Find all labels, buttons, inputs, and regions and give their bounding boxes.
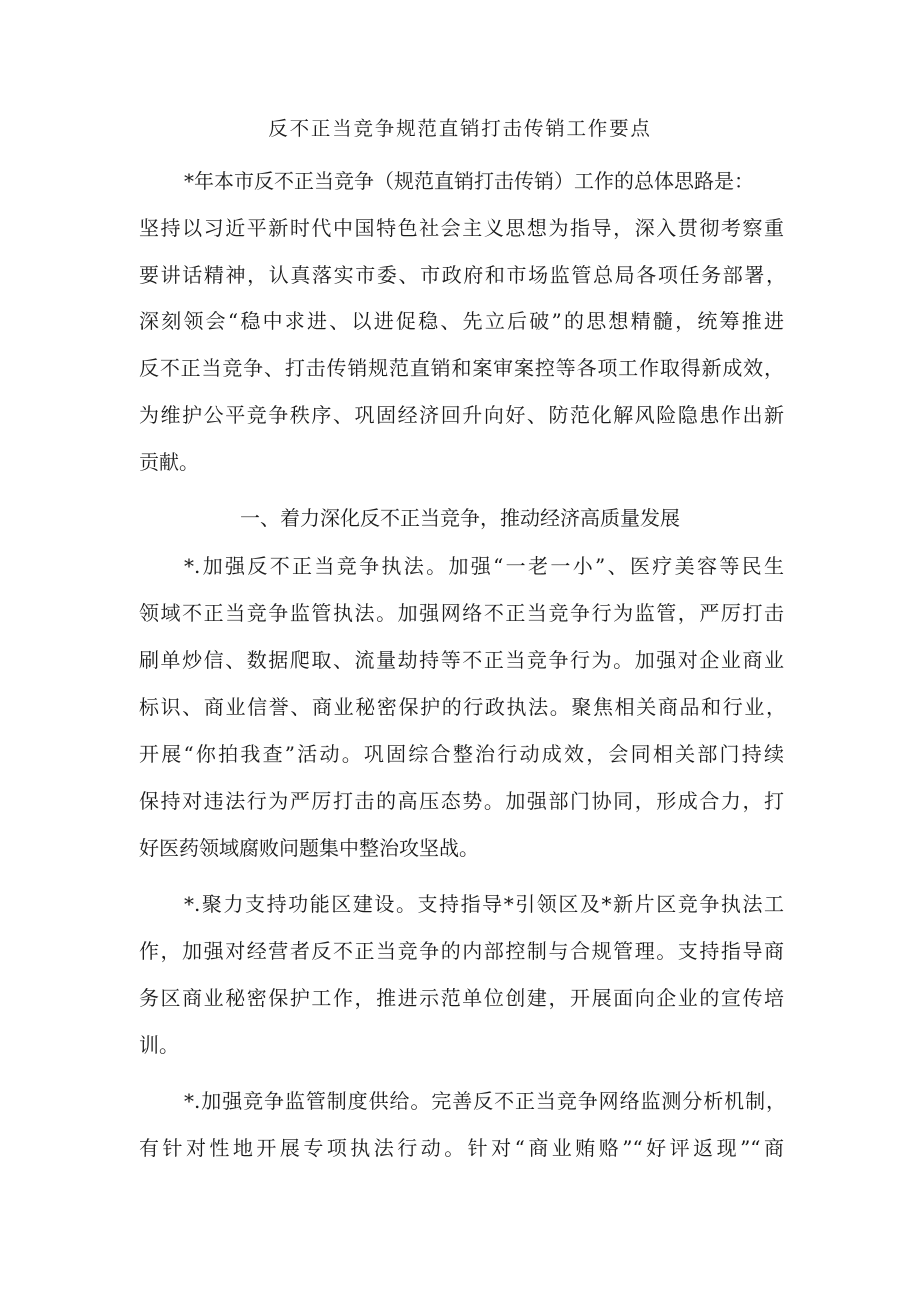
paragraph-line: *.加强反不正当竞争执法。加强“一老一小”、医疗美容等民生 xyxy=(184,554,784,578)
intro-line: 坚持以习近平新时代中国特色社会主义思想为指导，深入贯彻考察重 xyxy=(139,216,784,240)
intro-line: 深刻领会“稳中求进、以进促稳、先立后破”的思想精髓，统筹推进 xyxy=(139,309,784,333)
paragraph-line: *.聚力支持功能区建设。支持指导*引领区及*新片区竞争执法工 xyxy=(184,892,784,916)
document-title: 反不正当竞争规范直销打击传销工作要点 xyxy=(268,117,652,140)
paragraph-line: 开展“你拍我查”活动。巩固综合整治行动成效，会同相关部门持续 xyxy=(139,742,784,766)
paragraph-line: 训。 xyxy=(139,1033,179,1057)
paragraph-line: 刷单炒信、数据爬取、流量劫持等不正当竞争行为。加强对企业商业 xyxy=(139,648,784,672)
intro-line: *年本市反不正当竞争（规范直销打击传销）工作的总体思路是： xyxy=(184,169,754,193)
paragraph-line: 保持对违法行为严厉打击的高压态势。加强部门协同，形成合力，打 xyxy=(139,789,784,813)
paragraph-line: 标识、商业信誉、商业秘密保护的行政执法。聚焦相关商品和行业， xyxy=(139,695,786,719)
intro-line: 要讲话精神，认真落实市委、市政府和市场监管总局各项任务部署， xyxy=(139,263,786,287)
paragraph-line: 务区商业秘密保护工作，推进示范单位创建，开展面向企业的宣传培 xyxy=(139,986,784,1010)
paragraph-line: 好医药领域腐败问题集中整治攻坚战。 xyxy=(139,836,479,860)
section-heading: 一、着力深化反不正当竞争，推动经济高质量发展 xyxy=(240,506,680,530)
intro-line: 贡献。 xyxy=(139,450,199,474)
paragraph-line: 领域不正当竞争监管执法。加强网络不正当竞争行为监管，严厉打击 xyxy=(139,601,784,625)
intro-line: 反不正当竞争、打击传销规范直销和案审案控等各项工作取得新成效， xyxy=(139,356,784,380)
intro-line: 为维护公平竞争秩序、巩固经济回升向好、防范化解风险隐患作出新 xyxy=(139,403,784,427)
paragraph-line: 有针对性地开展专项执法行动。针对“商业贿赂”“好评返现”“商 xyxy=(139,1136,784,1160)
paragraph-line: *.加强竞争监管制度供给。完善反不正当竞争网络监测分析机制， xyxy=(184,1089,786,1113)
paragraph-line: 作，加强对经营者反不正当竞争的内部控制与合规管理。支持指导商 xyxy=(139,939,784,963)
